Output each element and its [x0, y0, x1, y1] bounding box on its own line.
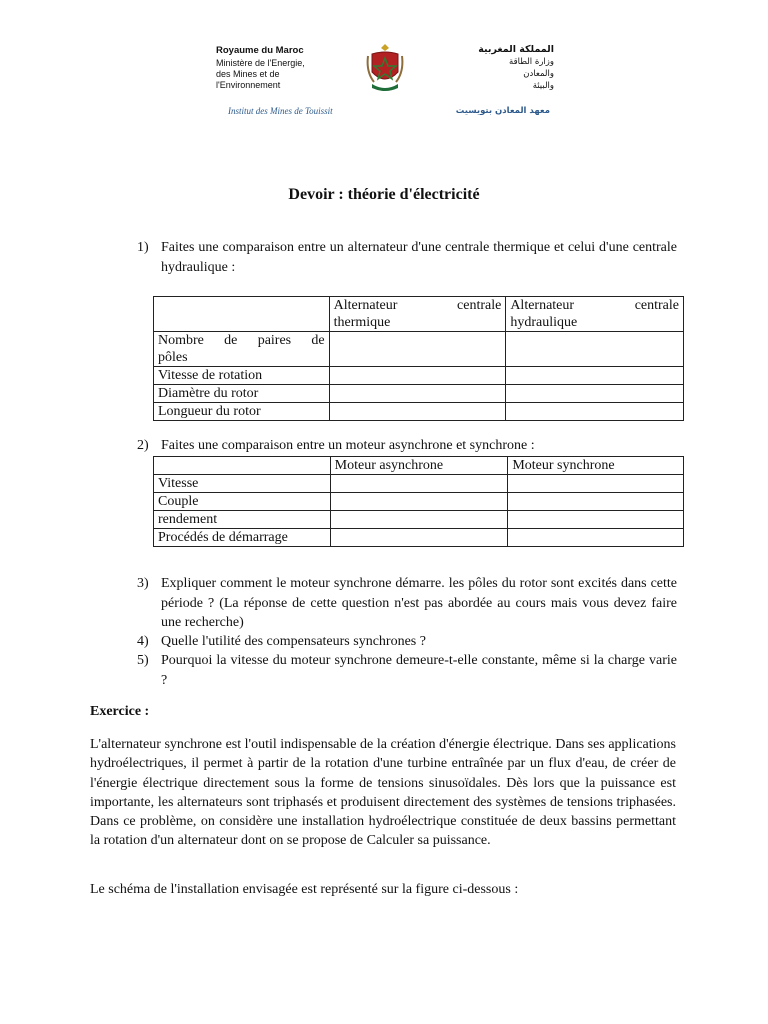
document-title: Devoir : théorie d'électricité	[288, 186, 480, 203]
row-label: Diamètre du rotor	[154, 385, 330, 403]
question-number: 1)	[137, 240, 149, 255]
question-number: 2)	[137, 438, 149, 453]
question-2	[137, 436, 677, 456]
table-cell[interactable]	[329, 332, 506, 367]
table-row	[154, 529, 684, 547]
table-row	[154, 332, 684, 367]
table-cell[interactable]	[154, 457, 331, 475]
table-cell[interactable]	[508, 475, 684, 493]
table-header-row	[154, 457, 684, 475]
table-cell[interactable]	[506, 367, 684, 385]
exercise-paragraph: L'alternateur synchrone est l'outil indispensable de la création d'énergie électrique. Dans ses applications hydroélectriques, il permet à partir de la rotation d'une turbine entraînée par un flux d'eau, de créer de l'énergie électrique directement sous la forme de tensions sinusoïdales. Dès lors que la puissance est importante, les alternateurs sont triphasés et produisent directement des systèmes de tensions triphasées. Dans ce problème, on considère une installation hydroélectrique constituée de deux bassins permettant la rotation d'un alternateur dont on se propose de Calculer sa puissance.	[90, 737, 676, 849]
table-cell[interactable]	[330, 475, 508, 493]
question-5	[137, 651, 677, 690]
question-text: Faites une comparaison entre un moteur asynchrone et synchrone :	[161, 438, 535, 453]
institute-name-ar: معهد المعادن بتويسيت	[455, 106, 550, 116]
coat-of-arms-icon	[366, 42, 404, 94]
question-text: Expliquer comment le moteur synchrone démarre. les pôles du rotor sont excités dans cette période ? (La réponse de cette question n'est pas abordée au cours mais vous devez faire une recherche)	[161, 576, 677, 630]
question-text: Pourquoi la vitesse du moteur synchrone demeure-t-elle constante, même si la charge varie ?	[161, 653, 677, 688]
table-row	[154, 493, 684, 511]
alternator-comparison-table	[153, 296, 684, 421]
table-cell[interactable]	[330, 511, 508, 529]
motor-comparison-table	[153, 456, 684, 547]
question-1	[137, 238, 677, 277]
table-header-cell: Alternateur centrale hydraulique	[506, 297, 684, 332]
table-header-row	[154, 297, 684, 332]
table-cell[interactable]	[329, 367, 506, 385]
question-number: 5)	[137, 653, 149, 668]
row-label: Vitesse de rotation	[154, 367, 330, 385]
table-cell[interactable]	[329, 385, 506, 403]
table-row	[154, 385, 684, 403]
question-text: Quelle l'utilité des compensateurs synchrones ?	[161, 634, 426, 649]
table-row	[154, 403, 684, 421]
table-cell[interactable]	[330, 529, 508, 547]
table-row	[154, 475, 684, 493]
question-number: 3)	[137, 576, 149, 591]
row-label: Nombre de paires de pôles	[154, 332, 330, 367]
question-3	[137, 574, 677, 633]
kingdom-name-ar: المملكة المغربية	[478, 44, 554, 55]
row-label: Longueur du rotor	[154, 403, 330, 421]
row-label: Couple	[154, 493, 331, 511]
table-cell[interactable]	[506, 332, 684, 367]
institute-name-fr: Institut des Mines de Touissit	[228, 106, 333, 116]
french-letterhead	[216, 45, 305, 91]
document-header	[0, 0, 768, 130]
row-label: rendement	[154, 511, 331, 529]
row-label: Vitesse	[154, 475, 331, 493]
table-row	[154, 511, 684, 529]
kingdom-name-fr: Royaume du Maroc	[216, 45, 304, 56]
row-label: Procédés de démarrage	[154, 529, 331, 547]
ministry-name-ar: وزارة الطاقة والمعادن والبيئة	[509, 57, 554, 91]
table-cell[interactable]	[329, 403, 506, 421]
table-cell[interactable]	[508, 511, 684, 529]
exercise-heading: Exercice :	[90, 704, 150, 719]
table-cell[interactable]	[508, 493, 684, 511]
table-cell[interactable]	[506, 385, 684, 403]
question-number: 4)	[137, 634, 149, 649]
table-header-cell: Alternateur centrale thermique	[329, 297, 506, 332]
table-cell[interactable]	[154, 297, 330, 332]
arabic-letterhead	[454, 44, 554, 92]
table-cell[interactable]	[330, 493, 508, 511]
table-header-cell: Moteur asynchrone	[330, 457, 508, 475]
table-header-cell: Moteur synchrone	[508, 457, 684, 475]
table-cell[interactable]	[508, 529, 684, 547]
table-cell[interactable]	[506, 403, 684, 421]
question-text: Faites une comparaison entre un alternateur d'une centrale thermique et celui d'une centrale hydraulique :	[161, 240, 677, 275]
ministry-name-fr: Ministère de l'Energie, des Mines et de l'Environnement	[216, 58, 305, 90]
exercise-figure-caption: Le schéma de l'installation envisagée est représenté sur la figure ci-dessous :	[90, 882, 519, 897]
table-row	[154, 367, 684, 385]
question-4	[137, 632, 677, 652]
